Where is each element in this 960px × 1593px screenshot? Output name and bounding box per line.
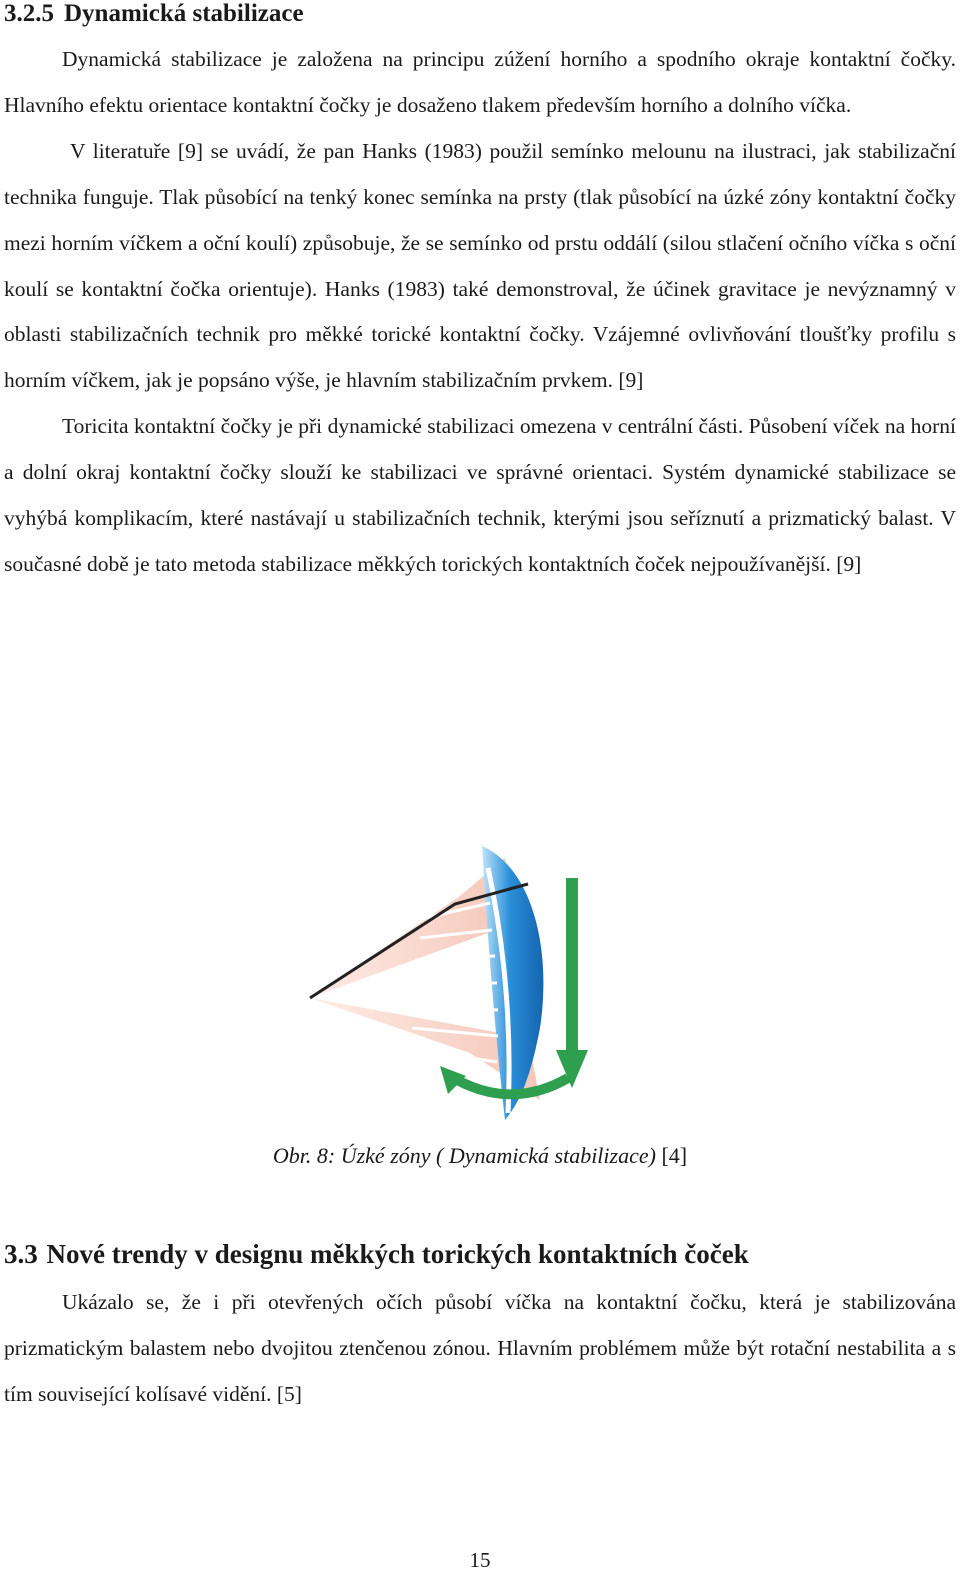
section-number: 3.3	[4, 1239, 38, 1269]
section-heading-3-3	[4, 1234, 749, 1274]
paragraph: Toricita kontaktní čočky je při dynamické stabilizaci omezena v centrální části. Působení víček na horní a dolní okraj kontaktní čočky slouží ke stabilizaci ve správné orientaci. Systém dynamické stabilizace se vyhýbá komplikacím, které nastávají u stabilizačních technik, kterými jsou seříznutí a prizmatický balast. V současné době je tato metoda stabilizace měkkých torických kontaktních čoček nejpoužívanější. [9]	[4, 414, 956, 576]
lens-eyelid-illustration	[300, 838, 630, 1128]
text-block-dynamic-stabilization	[4, 37, 956, 588]
figure-narrow-zones	[300, 838, 630, 1128]
section-number: 3.2.5	[4, 0, 54, 27]
paragraph: Ukázalo se, že i při otevřených očích působí víčka na kontaktní čočku, která je stabilizována prizmatickým balastem nebo dvojitou ztenčenou zónou. Hlavním problémem může být rotační nestabilita a s tím související kolísavé vidění. [5]	[4, 1290, 956, 1406]
section-title: Dynamická stabilizace	[64, 0, 304, 27]
paragraph: Dynamická stabilizace je založena na principu zúžení horního a spodního okraje kontaktní čočky. Hlavního efektu orientace kontaktní čočky je dosaženo tlakem především horního a dolního víčka.	[4, 47, 956, 117]
gravity-arrow-shaft	[566, 878, 578, 1053]
page-number: 15	[469, 1548, 491, 1572]
caption-text: Obr. 8: Úzké zóny ( Dynamická stabilizace)	[272, 1143, 656, 1168]
section-title: Nové trendy v designu měkkých torických kontaktních čoček	[46, 1239, 749, 1269]
paragraph: V literatuře [9] se uvádí, že pan Hanks (1983) použil semínko melounu na ilustraci, jak stabilizační technika funguje. Tlak působící na tenký konec semínka na prsty (tlak působící na úzké zóny kontaktní čočky mezi horním víčkem a oční koulí) způsobuje, že se semínko od prstu oddálí (silou stlačení očního víčka s oční koulí se kontaktní čočka orientuje). Hanks (1983) také demonstroval, že účinek gravitace je nevýznamný v oblasti stabilizačních technik pro měkké torické kontaktní čočky. Vzájemné ovlivňování tloušťky profilu s horním víčkem, jak je popsáno výše, je hlavním stabilizačním prvkem. [9]	[4, 138, 956, 393]
section-heading-3-2-5	[4, 0, 304, 28]
text-block-new-trends	[4, 1280, 956, 1418]
caption-reference: [4]	[661, 1143, 688, 1168]
figure-caption	[0, 1138, 960, 1174]
